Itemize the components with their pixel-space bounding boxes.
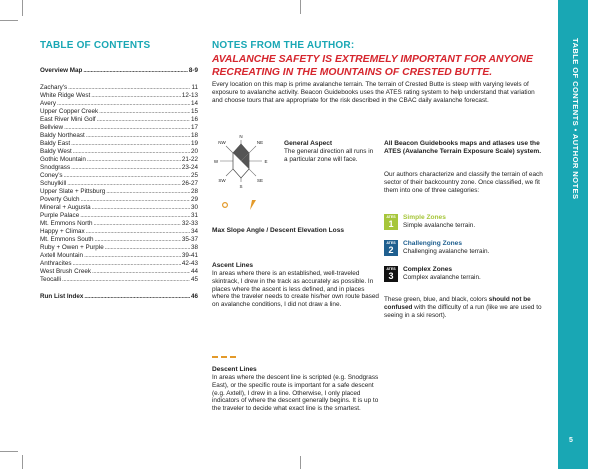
toc-entry-label: Snodgrass (40, 164, 71, 171)
warning-post: with the difficulty of a run (like we are used to seeing in a ski resort). (384, 303, 542, 319)
toc-entry-label: East River Mini Golf (40, 116, 96, 123)
toc-entry-label: Zachary's (40, 84, 68, 91)
toc-entry-page: 45 (190, 276, 198, 283)
toc-entry[interactable] (40, 100, 198, 108)
descent-line-swatch (212, 356, 236, 358)
toc-entry-label: Baldy Northeast (40, 132, 85, 139)
toc-entry[interactable] (40, 188, 198, 196)
ascent-lines-block (212, 262, 382, 309)
toc-entry-page: 15 (190, 108, 198, 115)
table-of-contents (40, 40, 198, 301)
descent-title: Descent Lines (212, 366, 257, 373)
toc-entry[interactable] (40, 220, 198, 228)
ates-warning (384, 296, 550, 319)
leader-dots (81, 196, 190, 204)
toc-entry-page: 17 (190, 124, 198, 131)
toc-entry-page: 42-43 (181, 260, 198, 267)
leader-dots (92, 268, 190, 276)
zone-desc: Simple avalanche terrain. (403, 221, 476, 229)
zone-name: Complex Zones (403, 266, 453, 273)
warning-bold: should not be confused (384, 296, 531, 311)
toc-entry-label: Overview Map (40, 67, 83, 74)
leader-dots (87, 156, 181, 164)
aspect-compass-icon (210, 130, 272, 192)
toc-entry-page: 30 (190, 204, 198, 211)
toc-overview[interactable] (40, 67, 198, 75)
toc-entry-label: Run List Index (40, 293, 84, 300)
toc-entry[interactable] (40, 140, 198, 148)
toc-entry[interactable] (40, 124, 198, 132)
compass-label-nw: NW (218, 140, 226, 145)
toc-entry-page: 29 (190, 196, 198, 203)
descent-text: In areas where the descent line is scripted (e.g. Snodgrass East), or the specific route is important for a safe descent (e.g. Axtell), I drew in a line. Otherwise, I only placed indicators of where the descent generally begins. It is up to the traveler to decide what exact line is the smartest. (212, 374, 379, 413)
toc-list (40, 84, 198, 284)
crop-mark (0, 451, 18, 452)
slope-title: Max Slope Angle / Descent Elevation Loss (212, 227, 345, 234)
toc-entry-page: 34 (190, 228, 198, 235)
toc-entry[interactable] (40, 252, 198, 260)
crop-mark (0, 20, 18, 21)
toc-entry-label: Schuylkill (40, 180, 67, 187)
toc-entry[interactable] (40, 204, 198, 212)
toc-entry-label: Mineral + Augusta (40, 204, 91, 211)
toc-entry-page: 23-24 (181, 164, 198, 171)
warning-pre: These green, blue, and black, colors (384, 296, 489, 303)
toc-entry-page: 14 (190, 100, 198, 107)
leader-dots (64, 172, 190, 180)
leader-dots (68, 84, 190, 92)
toc-entry[interactable] (40, 108, 198, 116)
ascent-title: Ascent Lines (212, 262, 254, 269)
compass-label-se: SE (256, 178, 264, 183)
crop-mark (22, 455, 23, 469)
leader-dots (106, 188, 190, 196)
toc-entry-label: Mt. Emmons South (40, 236, 94, 243)
crop-mark (300, 456, 301, 469)
toc-entry-label: Happy + Climax (40, 228, 85, 235)
leader-dots (73, 260, 181, 268)
zone-name: Challenging Zones (403, 240, 462, 247)
toc-entry-label: Avery (40, 100, 56, 107)
ates-lead: All Beacon Guidebooks maps and atlases use the ATES (Avalanche Terrain Exposure Scale) system. (384, 140, 542, 155)
toc-entry-label: Ruby + Owen + Purple (40, 244, 104, 251)
toc-entry[interactable] (40, 236, 198, 244)
ascent-text: In areas where there is an established, well-traveled skintrack, I drew in the track as accurately as possible. In places where the ascent is less defined, and in places where the traveler needs to create his/her own route based on avalanche conditions, I did not draw a line. (212, 270, 379, 309)
toc-entry-page: 35-37 (181, 236, 198, 243)
toc-entry-page: 26-27 (181, 180, 198, 187)
leader-dots (92, 204, 190, 212)
toc-entry-label: Bellview (40, 124, 64, 131)
ates-badge-number: 1 (388, 219, 394, 229)
crop-mark (300, 0, 301, 14)
compass-label-n: N (239, 134, 243, 139)
descent-lines-block (212, 356, 382, 413)
toc-entry-label: Poverty Gulch (40, 196, 80, 203)
toc-entry[interactable] (40, 180, 198, 188)
leader-dots (105, 244, 190, 252)
toc-run-list[interactable] (40, 293, 198, 301)
general-aspect-block (284, 140, 374, 164)
toc-entry[interactable] (40, 244, 198, 252)
toc-entry[interactable] (40, 84, 198, 92)
page-number: 5 (569, 437, 573, 444)
leader-dots (80, 212, 190, 220)
toc-entry-label: Teocalli (40, 276, 61, 283)
toc-entry-label: Axtell Mountain (40, 252, 84, 259)
toc-entry[interactable] (40, 260, 198, 268)
toc-entry-page: 46 (190, 293, 198, 300)
toc-entry-label: Purple Palace (40, 212, 80, 219)
toc-entry-label: White Ridge West (40, 92, 91, 99)
leader-dots (84, 293, 190, 301)
sidebar-label: TABLE OF CONTENTS • AUTHOR NOTES (571, 38, 580, 200)
zone-name: Simple Zones (403, 214, 446, 221)
leader-dots (93, 220, 180, 228)
compass-label-w: W (213, 159, 219, 164)
ates-paragraph: Our authors characterize and classify the terrain of each sector of their backcountry zone. Once classified, we fit them into one of three categories: (384, 171, 543, 194)
toc-entry-label: Anthracites (40, 260, 72, 267)
leader-dots (73, 148, 190, 156)
ates-zone-3 (384, 266, 481, 282)
toc-entry-page: 8-9 (188, 67, 198, 74)
toc-entry-page: 12-13 (181, 92, 198, 99)
ates-badge-label: ATES (386, 241, 396, 245)
toc-entry-page: 31 (190, 212, 198, 219)
compass-label-s: S (239, 184, 243, 189)
toc-entry-label: Baldy West (40, 148, 72, 155)
intro-paragraph: Every location on this map is prime avalanche terrain. The terrain of Crested Butte is steep with varying levels of exposure to avalanche activity. Beacon Guidebooks uses the ATES rating system to help understand that variation and choose tours that are appropriate for the risk described in the CBAC daily avalanche forecast. (212, 81, 535, 104)
leader-dots (99, 108, 190, 116)
zone-desc: Complex avalanche terrain. (403, 273, 481, 281)
leader-dots (71, 140, 190, 148)
toc-entry[interactable] (40, 148, 198, 156)
leader-dots (67, 180, 181, 188)
crop-mark (22, 0, 23, 16)
ates-badge-number: 2 (388, 245, 394, 255)
ates-zone-1 (384, 214, 475, 230)
toc-entry-page: 18 (190, 132, 198, 139)
toc-entry[interactable] (40, 156, 198, 164)
leader-dots (71, 164, 181, 172)
toc-entry-label: Coney's (40, 172, 63, 179)
notes-title: NOTES FROM THE AUTHOR: (212, 40, 355, 51)
toc-entry-label: Upper Copper Creek (40, 108, 99, 115)
toc-entry-page: 16 (190, 116, 198, 123)
ates-badge-label: ATES (386, 267, 396, 271)
toc-entry[interactable] (40, 276, 198, 284)
leader-dots (84, 252, 181, 260)
toc-entry[interactable] (40, 92, 198, 100)
compass-label-e: E (264, 159, 268, 164)
toc-entry-label: Baldy East (40, 140, 71, 147)
toc-entry-label: Mt. Emmons North (40, 220, 93, 227)
leader-dots (86, 228, 190, 236)
leader-dots (62, 276, 190, 284)
leader-dots (64, 124, 190, 132)
ates-badge-number: 3 (388, 271, 394, 281)
ates-badge-3 (384, 266, 398, 282)
leader-dots (97, 116, 190, 124)
ates-badge-2 (384, 240, 398, 256)
toc-entry[interactable] (40, 196, 198, 204)
safety-headline: AVALANCHE SAFETY IS EXTREMELY IMPORTANT FOR ANYONE RECREATING IN THE MOUNTAINS OF CRESTED BUTTE. (212, 54, 533, 78)
leader-dots (95, 236, 181, 244)
toc-entry-page: 38 (190, 244, 198, 251)
aspect-title: General Aspect (284, 140, 333, 147)
slope-marker-icons (220, 198, 280, 212)
zone-desc: Challenging avalanche terrain. (403, 247, 490, 255)
toc-entry-page: 32-33 (181, 220, 198, 227)
toc-entry-label: Gothic Mountain (40, 156, 86, 163)
toc-entry[interactable] (40, 212, 198, 220)
leader-dots (57, 100, 190, 108)
leader-dots (86, 132, 190, 140)
toc-entry-page: 39-41 (181, 252, 198, 259)
toc-entry[interactable] (40, 116, 198, 124)
toc-title: TABLE OF CONTENTS (40, 40, 151, 51)
toc-entry-page: 20 (190, 148, 198, 155)
toc-entry-label: West Brush Creek (40, 268, 91, 275)
aspect-text: The general direction all runs in a particular zone will face. (284, 148, 374, 163)
compass-label-sw: SW (218, 178, 226, 183)
toc-entry[interactable] (40, 164, 198, 172)
compass-label-ne: NE (256, 140, 264, 145)
ates-zone-2 (384, 240, 489, 256)
toc-entry-label: Upper Slate + Pittsburg (40, 188, 106, 195)
leader-dots (91, 92, 181, 100)
ates-badge-1 (384, 214, 398, 230)
toc-entry-page: 11 (191, 84, 198, 91)
toc-entry-page: 44 (190, 268, 198, 275)
ates-badge-label: ATES (386, 215, 396, 219)
toc-entry-page: 28 (190, 188, 198, 195)
toc-entry-page: 25 (190, 172, 198, 179)
leader-dots (83, 67, 188, 75)
toc-entry[interactable] (40, 228, 198, 236)
toc-entry[interactable] (40, 172, 198, 180)
toc-entry-page: 21-22 (181, 156, 198, 163)
toc-entry[interactable] (40, 268, 198, 276)
toc-entry-page: 19 (190, 140, 198, 147)
toc-entry[interactable] (40, 132, 198, 140)
